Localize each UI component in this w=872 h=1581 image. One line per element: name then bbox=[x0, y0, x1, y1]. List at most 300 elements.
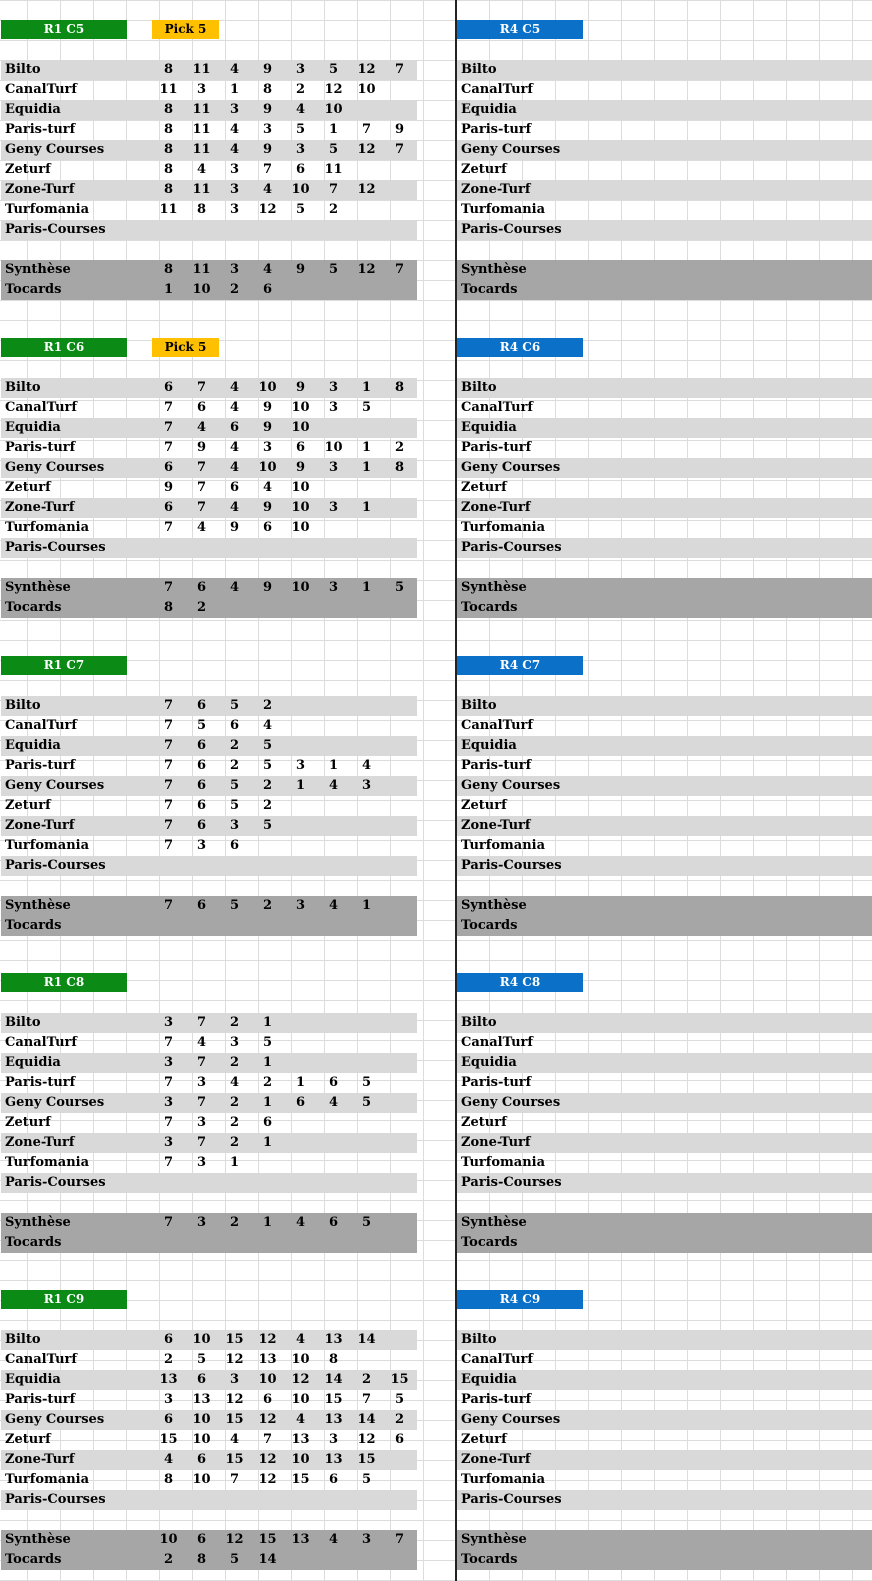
value-cell[interactable]: 15 bbox=[258, 1532, 277, 1547]
table-row[interactable] bbox=[457, 1490, 872, 1510]
value-cell[interactable]: 6 bbox=[196, 1452, 207, 1467]
value-cell[interactable]: 4 bbox=[163, 1452, 174, 1467]
value-cell[interactable]: 12 bbox=[258, 1452, 277, 1467]
value-cell[interactable]: 4 bbox=[262, 182, 273, 197]
value-cell[interactable]: 3 bbox=[163, 1095, 174, 1110]
table-row[interactable] bbox=[1, 1013, 417, 1033]
value-cell[interactable]: 3 bbox=[328, 380, 339, 395]
table-row[interactable] bbox=[1, 100, 417, 120]
race-header-right[interactable]: R4 C6 bbox=[457, 338, 583, 357]
table-row[interactable] bbox=[1, 1233, 417, 1253]
value-cell[interactable]: 3 bbox=[196, 1115, 207, 1130]
table-row[interactable] bbox=[1, 1330, 417, 1350]
table-row[interactable] bbox=[457, 1173, 872, 1193]
table-row[interactable] bbox=[457, 1370, 872, 1390]
value-cell[interactable]: 2 bbox=[163, 1552, 174, 1567]
value-cell[interactable]: 6 bbox=[163, 1412, 174, 1427]
value-cell[interactable]: 2 bbox=[229, 1135, 240, 1150]
value-cell[interactable]: 4 bbox=[229, 580, 240, 595]
table-row[interactable] bbox=[457, 696, 872, 716]
value-cell[interactable]: 2 bbox=[394, 1412, 405, 1427]
table-row[interactable] bbox=[1, 756, 417, 776]
table-row[interactable] bbox=[1, 418, 417, 438]
table-row[interactable] bbox=[1, 1153, 417, 1173]
value-cell[interactable]: 7 bbox=[163, 798, 174, 813]
table-row[interactable] bbox=[457, 716, 872, 736]
table-row[interactable] bbox=[457, 140, 872, 160]
value-cell[interactable]: 11 bbox=[192, 122, 211, 137]
table-row[interactable] bbox=[1, 180, 417, 200]
value-cell[interactable]: 7 bbox=[163, 420, 174, 435]
value-cell[interactable]: 7 bbox=[262, 162, 273, 177]
table-row[interactable] bbox=[457, 200, 872, 220]
value-cell[interactable]: 2 bbox=[196, 600, 207, 615]
value-cell[interactable]: 4 bbox=[262, 718, 273, 733]
value-cell[interactable]: 3 bbox=[295, 898, 306, 913]
value-cell[interactable]: 10 bbox=[324, 102, 343, 117]
value-cell[interactable]: 6 bbox=[295, 1095, 306, 1110]
value-cell[interactable]: 2 bbox=[262, 898, 273, 913]
value-cell[interactable]: 3 bbox=[361, 778, 372, 793]
value-cell[interactable]: 3 bbox=[328, 1432, 339, 1447]
value-cell[interactable]: 12 bbox=[357, 142, 376, 157]
table-row[interactable] bbox=[1, 398, 417, 418]
value-cell[interactable]: 3 bbox=[163, 1015, 174, 1030]
value-cell[interactable]: 2 bbox=[328, 202, 339, 217]
value-cell[interactable]: 3 bbox=[196, 1155, 207, 1170]
value-cell[interactable]: 11 bbox=[159, 82, 178, 97]
table-row[interactable] bbox=[457, 578, 872, 598]
value-cell[interactable]: 12 bbox=[225, 1532, 244, 1547]
table-row[interactable] bbox=[1, 578, 417, 598]
table-row[interactable] bbox=[1, 378, 417, 398]
value-cell[interactable]: 5 bbox=[361, 1472, 372, 1487]
value-cell[interactable]: 10 bbox=[291, 580, 310, 595]
value-cell[interactable]: 11 bbox=[159, 202, 178, 217]
value-cell[interactable]: 4 bbox=[295, 1215, 306, 1230]
value-cell[interactable]: 4 bbox=[328, 1095, 339, 1110]
value-cell[interactable]: 1 bbox=[361, 380, 372, 395]
value-cell[interactable]: 11 bbox=[192, 142, 211, 157]
value-cell[interactable]: 4 bbox=[229, 142, 240, 157]
table-row[interactable] bbox=[457, 1470, 872, 1490]
table-row[interactable] bbox=[1, 598, 417, 618]
table-row[interactable] bbox=[457, 776, 872, 796]
table-row[interactable] bbox=[457, 856, 872, 876]
value-cell[interactable]: 14 bbox=[357, 1412, 376, 1427]
value-cell[interactable]: 4 bbox=[295, 102, 306, 117]
table-row[interactable] bbox=[1, 1470, 417, 1490]
value-cell[interactable]: 3 bbox=[229, 202, 240, 217]
value-cell[interactable]: 3 bbox=[229, 818, 240, 833]
table-row[interactable] bbox=[457, 160, 872, 180]
value-cell[interactable]: 8 bbox=[394, 380, 405, 395]
value-cell[interactable]: 4 bbox=[229, 122, 240, 137]
table-row[interactable] bbox=[457, 498, 872, 518]
value-cell[interactable]: 1 bbox=[328, 758, 339, 773]
value-cell[interactable]: 4 bbox=[361, 758, 372, 773]
value-cell[interactable]: 2 bbox=[262, 798, 273, 813]
value-cell[interactable]: 8 bbox=[394, 460, 405, 475]
table-row[interactable] bbox=[1, 696, 417, 716]
table-row[interactable] bbox=[457, 1530, 872, 1550]
value-cell[interactable]: 5 bbox=[361, 1075, 372, 1090]
value-cell[interactable]: 6 bbox=[262, 1115, 273, 1130]
value-cell[interactable]: 4 bbox=[262, 480, 273, 495]
table-row[interactable] bbox=[1, 796, 417, 816]
value-cell[interactable]: 13 bbox=[291, 1432, 310, 1447]
value-cell[interactable]: 1 bbox=[295, 778, 306, 793]
value-cell[interactable]: 5 bbox=[295, 122, 306, 137]
value-cell[interactable]: 8 bbox=[163, 1472, 174, 1487]
value-cell[interactable]: 7 bbox=[163, 440, 174, 455]
table-row[interactable] bbox=[1, 1390, 417, 1410]
table-row[interactable] bbox=[457, 1053, 872, 1073]
value-cell[interactable]: 2 bbox=[229, 282, 240, 297]
table-row[interactable] bbox=[1, 1033, 417, 1053]
value-cell[interactable]: 11 bbox=[324, 162, 343, 177]
value-cell[interactable]: 9 bbox=[295, 380, 306, 395]
value-cell[interactable]: 12 bbox=[357, 182, 376, 197]
value-cell[interactable]: 5 bbox=[196, 718, 207, 733]
value-cell[interactable]: 2 bbox=[229, 738, 240, 753]
value-cell[interactable]: 10 bbox=[192, 1412, 211, 1427]
value-cell[interactable]: 7 bbox=[163, 580, 174, 595]
table-row[interactable] bbox=[457, 836, 872, 856]
value-cell[interactable]: 7 bbox=[196, 460, 207, 475]
value-cell[interactable]: 3 bbox=[196, 82, 207, 97]
table-row[interactable] bbox=[457, 1233, 872, 1253]
value-cell[interactable]: 9 bbox=[262, 420, 273, 435]
value-cell[interactable]: 6 bbox=[163, 1332, 174, 1347]
value-cell[interactable]: 6 bbox=[196, 400, 207, 415]
value-cell[interactable]: 15 bbox=[357, 1452, 376, 1467]
table-row[interactable] bbox=[457, 478, 872, 498]
value-cell[interactable]: 7 bbox=[163, 698, 174, 713]
value-cell[interactable]: 5 bbox=[394, 1392, 405, 1407]
table-row[interactable] bbox=[457, 1153, 872, 1173]
race-header-left[interactable]: R1 C5 bbox=[1, 20, 127, 39]
value-cell[interactable]: 11 bbox=[192, 182, 211, 197]
value-cell[interactable]: 15 bbox=[324, 1392, 343, 1407]
value-cell[interactable]: 2 bbox=[229, 758, 240, 773]
value-cell[interactable]: 6 bbox=[196, 758, 207, 773]
race-header-right[interactable]: R4 C8 bbox=[457, 973, 583, 992]
value-cell[interactable]: 10 bbox=[258, 460, 277, 475]
value-cell[interactable]: 3 bbox=[163, 1392, 174, 1407]
table-row[interactable] bbox=[1, 538, 417, 558]
value-cell[interactable]: 10 bbox=[291, 400, 310, 415]
value-cell[interactable]: 5 bbox=[394, 580, 405, 595]
value-cell[interactable]: 7 bbox=[196, 480, 207, 495]
value-cell[interactable]: 3 bbox=[229, 182, 240, 197]
race-header-left[interactable]: R1 C8 bbox=[1, 973, 127, 992]
table-row[interactable] bbox=[1, 856, 417, 876]
value-cell[interactable]: 4 bbox=[262, 262, 273, 277]
value-cell[interactable]: 3 bbox=[196, 1075, 207, 1090]
value-cell[interactable]: 10 bbox=[192, 282, 211, 297]
table-row[interactable] bbox=[457, 518, 872, 538]
value-cell[interactable]: 12 bbox=[291, 1372, 310, 1387]
value-cell[interactable]: 1 bbox=[229, 82, 240, 97]
value-cell[interactable]: 1 bbox=[361, 580, 372, 595]
value-cell[interactable]: 2 bbox=[262, 698, 273, 713]
table-row[interactable] bbox=[1, 140, 417, 160]
table-row[interactable] bbox=[457, 916, 872, 936]
value-cell[interactable]: 11 bbox=[192, 102, 211, 117]
value-cell[interactable]: 14 bbox=[357, 1332, 376, 1347]
value-cell[interactable]: 2 bbox=[361, 1372, 372, 1387]
table-row[interactable] bbox=[457, 1350, 872, 1370]
pick5-badge[interactable]: Pick 5 bbox=[152, 20, 219, 39]
value-cell[interactable]: 13 bbox=[291, 1532, 310, 1547]
value-cell[interactable]: 10 bbox=[357, 82, 376, 97]
value-cell[interactable]: 3 bbox=[229, 102, 240, 117]
value-cell[interactable]: 5 bbox=[196, 1352, 207, 1367]
value-cell[interactable]: 10 bbox=[291, 182, 310, 197]
value-cell[interactable]: 10 bbox=[291, 480, 310, 495]
value-cell[interactable]: 7 bbox=[163, 838, 174, 853]
value-cell[interactable]: 5 bbox=[229, 1552, 240, 1567]
value-cell[interactable]: 4 bbox=[229, 1075, 240, 1090]
value-cell[interactable]: 5 bbox=[262, 818, 273, 833]
table-row[interactable] bbox=[457, 896, 872, 916]
table-row[interactable] bbox=[457, 1410, 872, 1430]
table-row[interactable] bbox=[1, 1530, 417, 1550]
value-cell[interactable]: 7 bbox=[394, 142, 405, 157]
value-cell[interactable]: 6 bbox=[163, 500, 174, 515]
value-cell[interactable]: 4 bbox=[328, 898, 339, 913]
value-cell[interactable]: 1 bbox=[361, 898, 372, 913]
table-row[interactable] bbox=[1, 260, 417, 280]
table-row[interactable] bbox=[457, 378, 872, 398]
value-cell[interactable]: 4 bbox=[229, 460, 240, 475]
value-cell[interactable]: 10 bbox=[258, 1372, 277, 1387]
value-cell[interactable]: 3 bbox=[229, 1035, 240, 1050]
table-row[interactable] bbox=[457, 1213, 872, 1233]
value-cell[interactable]: 3 bbox=[295, 62, 306, 77]
value-cell[interactable]: 5 bbox=[262, 1035, 273, 1050]
table-row[interactable] bbox=[1, 518, 417, 538]
value-cell[interactable]: 3 bbox=[328, 460, 339, 475]
value-cell[interactable]: 1 bbox=[295, 1075, 306, 1090]
value-cell[interactable]: 10 bbox=[192, 1432, 211, 1447]
value-cell[interactable]: 3 bbox=[163, 1055, 174, 1070]
table-row[interactable] bbox=[457, 816, 872, 836]
table-row[interactable] bbox=[1, 120, 417, 140]
value-cell[interactable]: 9 bbox=[295, 262, 306, 277]
value-cell[interactable]: 3 bbox=[229, 162, 240, 177]
value-cell[interactable]: 1 bbox=[262, 1135, 273, 1150]
value-cell[interactable]: 7 bbox=[163, 758, 174, 773]
value-cell[interactable]: 10 bbox=[291, 1392, 310, 1407]
table-row[interactable] bbox=[457, 180, 872, 200]
value-cell[interactable]: 10 bbox=[291, 520, 310, 535]
value-cell[interactable]: 5 bbox=[229, 898, 240, 913]
table-row[interactable] bbox=[1, 1073, 417, 1093]
value-cell[interactable]: 5 bbox=[229, 778, 240, 793]
value-cell[interactable]: 7 bbox=[394, 1532, 405, 1547]
value-cell[interactable]: 6 bbox=[163, 380, 174, 395]
value-cell[interactable]: 9 bbox=[262, 142, 273, 157]
table-row[interactable] bbox=[1, 1133, 417, 1153]
value-cell[interactable]: 13 bbox=[324, 1452, 343, 1467]
value-cell[interactable]: 12 bbox=[324, 82, 343, 97]
value-cell[interactable]: 2 bbox=[394, 440, 405, 455]
value-cell[interactable]: 7 bbox=[196, 1055, 207, 1070]
table-row[interactable] bbox=[1, 1450, 417, 1470]
value-cell[interactable]: 5 bbox=[361, 1095, 372, 1110]
value-cell[interactable]: 9 bbox=[262, 62, 273, 77]
value-cell[interactable]: 7 bbox=[229, 1472, 240, 1487]
value-cell[interactable]: 2 bbox=[295, 82, 306, 97]
value-cell[interactable]: 10 bbox=[291, 500, 310, 515]
value-cell[interactable]: 5 bbox=[262, 738, 273, 753]
table-row[interactable] bbox=[1, 736, 417, 756]
value-cell[interactable]: 7 bbox=[196, 380, 207, 395]
value-cell[interactable]: 3 bbox=[328, 500, 339, 515]
value-cell[interactable]: 10 bbox=[324, 440, 343, 455]
value-cell[interactable]: 2 bbox=[229, 1095, 240, 1110]
value-cell[interactable]: 10 bbox=[291, 420, 310, 435]
value-cell[interactable]: 15 bbox=[225, 1412, 244, 1427]
value-cell[interactable]: 8 bbox=[328, 1352, 339, 1367]
value-cell[interactable]: 5 bbox=[295, 202, 306, 217]
value-cell[interactable]: 2 bbox=[229, 1115, 240, 1130]
value-cell[interactable]: 3 bbox=[196, 838, 207, 853]
table-row[interactable] bbox=[457, 418, 872, 438]
value-cell[interactable]: 9 bbox=[262, 400, 273, 415]
value-cell[interactable]: 1 bbox=[361, 460, 372, 475]
value-cell[interactable]: 3 bbox=[328, 400, 339, 415]
value-cell[interactable]: 5 bbox=[361, 1215, 372, 1230]
value-cell[interactable]: 7 bbox=[394, 262, 405, 277]
table-row[interactable] bbox=[1, 458, 417, 478]
value-cell[interactable]: 7 bbox=[163, 1075, 174, 1090]
table-row[interactable] bbox=[457, 1550, 872, 1570]
value-cell[interactable]: 9 bbox=[262, 500, 273, 515]
table-row[interactable] bbox=[457, 120, 872, 140]
value-cell[interactable]: 13 bbox=[258, 1352, 277, 1367]
value-cell[interactable]: 14 bbox=[324, 1372, 343, 1387]
value-cell[interactable]: 1 bbox=[262, 1015, 273, 1030]
value-cell[interactable]: 5 bbox=[328, 62, 339, 77]
table-row[interactable] bbox=[1, 160, 417, 180]
value-cell[interactable]: 6 bbox=[262, 520, 273, 535]
value-cell[interactable]: 9 bbox=[262, 580, 273, 595]
value-cell[interactable]: 4 bbox=[229, 400, 240, 415]
value-cell[interactable]: 6 bbox=[328, 1472, 339, 1487]
race-header-left[interactable]: R1 C9 bbox=[1, 1290, 127, 1309]
value-cell[interactable]: 7 bbox=[328, 182, 339, 197]
table-row[interactable] bbox=[457, 736, 872, 756]
value-cell[interactable]: 9 bbox=[196, 440, 207, 455]
value-cell[interactable]: 1 bbox=[229, 1155, 240, 1170]
table-row[interactable] bbox=[457, 280, 872, 300]
value-cell[interactable]: 5 bbox=[328, 142, 339, 157]
table-row[interactable] bbox=[457, 796, 872, 816]
value-cell[interactable]: 7 bbox=[262, 1432, 273, 1447]
value-cell[interactable]: 8 bbox=[163, 262, 174, 277]
value-cell[interactable]: 12 bbox=[258, 1472, 277, 1487]
value-cell[interactable]: 3 bbox=[262, 122, 273, 137]
value-cell[interactable]: 6 bbox=[229, 480, 240, 495]
value-cell[interactable]: 7 bbox=[196, 500, 207, 515]
race-header-right[interactable]: R4 C5 bbox=[457, 20, 583, 39]
value-cell[interactable]: 15 bbox=[159, 1432, 178, 1447]
table-row[interactable] bbox=[457, 1430, 872, 1450]
value-cell[interactable]: 15 bbox=[225, 1332, 244, 1347]
value-cell[interactable]: 13 bbox=[324, 1332, 343, 1347]
value-cell[interactable]: 1 bbox=[262, 1095, 273, 1110]
table-row[interactable] bbox=[457, 438, 872, 458]
value-cell[interactable]: 6 bbox=[295, 440, 306, 455]
value-cell[interactable]: 4 bbox=[328, 1532, 339, 1547]
table-row[interactable] bbox=[457, 756, 872, 776]
value-cell[interactable]: 9 bbox=[262, 102, 273, 117]
value-cell[interactable]: 2 bbox=[229, 1015, 240, 1030]
table-row[interactable] bbox=[1, 1173, 417, 1193]
value-cell[interactable]: 4 bbox=[229, 500, 240, 515]
value-cell[interactable]: 5 bbox=[262, 758, 273, 773]
value-cell[interactable]: 6 bbox=[295, 162, 306, 177]
table-row[interactable] bbox=[1, 220, 417, 240]
value-cell[interactable]: 6 bbox=[196, 1532, 207, 1547]
table-row[interactable] bbox=[1, 1053, 417, 1073]
table-row[interactable] bbox=[1, 478, 417, 498]
value-cell[interactable]: 9 bbox=[295, 460, 306, 475]
value-cell[interactable]: 6 bbox=[196, 580, 207, 595]
value-cell[interactable]: 15 bbox=[291, 1472, 310, 1487]
value-cell[interactable]: 1 bbox=[262, 1055, 273, 1070]
value-cell[interactable]: 6 bbox=[196, 818, 207, 833]
value-cell[interactable]: 2 bbox=[229, 1215, 240, 1230]
value-cell[interactable]: 8 bbox=[163, 182, 174, 197]
value-cell[interactable]: 12 bbox=[258, 1332, 277, 1347]
value-cell[interactable]: 7 bbox=[163, 1155, 174, 1170]
value-cell[interactable]: 1 bbox=[361, 440, 372, 455]
value-cell[interactable]: 15 bbox=[390, 1372, 409, 1387]
value-cell[interactable]: 13 bbox=[324, 1412, 343, 1427]
table-row[interactable] bbox=[1, 1350, 417, 1370]
table-row[interactable] bbox=[1, 1430, 417, 1450]
race-header-right[interactable]: R4 C9 bbox=[457, 1290, 583, 1309]
table-row[interactable] bbox=[1, 896, 417, 916]
value-cell[interactable]: 12 bbox=[357, 1432, 376, 1447]
value-cell[interactable]: 7 bbox=[163, 1115, 174, 1130]
value-cell[interactable]: 1 bbox=[361, 500, 372, 515]
value-cell[interactable]: 6 bbox=[262, 1392, 273, 1407]
table-row[interactable] bbox=[1, 776, 417, 796]
value-cell[interactable]: 6 bbox=[196, 1372, 207, 1387]
table-row[interactable] bbox=[457, 220, 872, 240]
table-row[interactable] bbox=[457, 398, 872, 418]
value-cell[interactable]: 6 bbox=[229, 420, 240, 435]
table-row[interactable] bbox=[457, 1390, 872, 1410]
table-row[interactable] bbox=[457, 598, 872, 618]
value-cell[interactable]: 3 bbox=[295, 142, 306, 157]
table-row[interactable] bbox=[1, 200, 417, 220]
value-cell[interactable]: 9 bbox=[163, 480, 174, 495]
value-cell[interactable]: 10 bbox=[291, 1352, 310, 1367]
value-cell[interactable]: 1 bbox=[328, 122, 339, 137]
value-cell[interactable]: 13 bbox=[159, 1372, 178, 1387]
table-row[interactable] bbox=[457, 458, 872, 478]
value-cell[interactable]: 4 bbox=[196, 420, 207, 435]
value-cell[interactable]: 4 bbox=[229, 440, 240, 455]
value-cell[interactable]: 6 bbox=[394, 1432, 405, 1447]
table-row[interactable] bbox=[1, 916, 417, 936]
